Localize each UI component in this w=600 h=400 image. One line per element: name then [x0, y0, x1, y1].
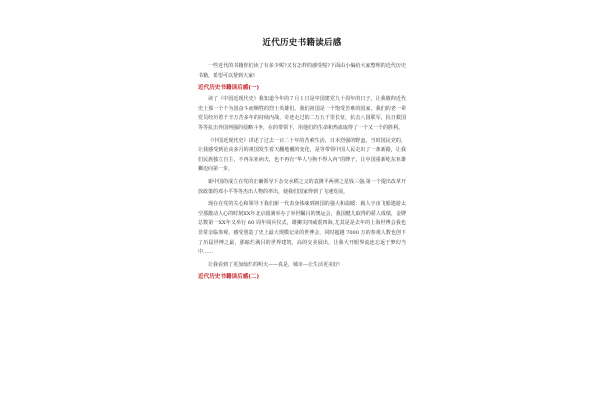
document-title: 近代历史书籍读后感	[262, 38, 342, 48]
section-heading-1: 近代历史书籍读后感(一)	[198, 85, 260, 92]
body-paragraph: 新中国的成立在党的正确领导下杂交水稻之父的袁隆平两弹之星钱三强;第一个提出改革开放政策的邓小平等等杰出人物的率出，使我们国家得到了飞速发展。	[198, 178, 406, 195]
body-paragraph: 《中国近现代史》讲述了过去一百二十年的苦难生活，日本烈强的野蛮，当时国民党的，让我感受到沦丧多月的祖国发生着天翻地覆的变化，是等带领中国人民走出了一条新路，让我们民族独立自主，不再东亚病夫，也不再有“华人与狗不得入内”的牌子，让中国重新屹东亚雄狮迈向第一步。	[198, 137, 406, 173]
intro-paragraph: 一些近代的书籍你们读了有多少呢?又有怎样的感受呢?下面由小编给大家整理的近代历史书籍，希望可以帮到大家!	[198, 63, 406, 79]
document	[198, 36, 406, 284]
body-paragraph: 读了《中国近现代史》我知道今年的７月１日是中国建党九十周年的日子，让我敬仰近代史上那一个个为国奋斗而牺牲的烈士英雄们。我们祖国是一个饱受苦难的国家，我们的老一辈党员经历着千辛万苦多年的持续内战，奇迹走过的二万五千里长征，抗击八国联军，抗日救国等等抗击外国列强的侵略斗争，在的带领下，用他们的生命和热血取得了一个又一个的胜利。	[198, 96, 406, 131]
section-heading-2: 近代历史书籍读后感(二)	[198, 274, 260, 281]
body-paragraph: 现在在党的关心和领导下我们新一代表身体味到祖国的强大和温暖：载人宇宙飞船遨游太空那激动人心的时刻XX年北京圆满举办了举世瞩目的奥运会，我国健儿取得的骄人成绩，金牌总数第一XX年又举行 60 周年阅兵仪式，雄狮尖四威震四海,尤其是是去年的上海世博会我也非常亲临参观，感受创造了史上最大规模记录的世博会，同时超越 7000 万的参观人数也创下了历届世博之最，那眩烂满目的世界建筑，高的交美展出，让我大开眼界流连忘返于梦幻当中……	[198, 201, 406, 256]
body-paragraph: 让我看到了更加灿烂的明天——真是，城市—让生活更美好!	[208, 261, 341, 268]
